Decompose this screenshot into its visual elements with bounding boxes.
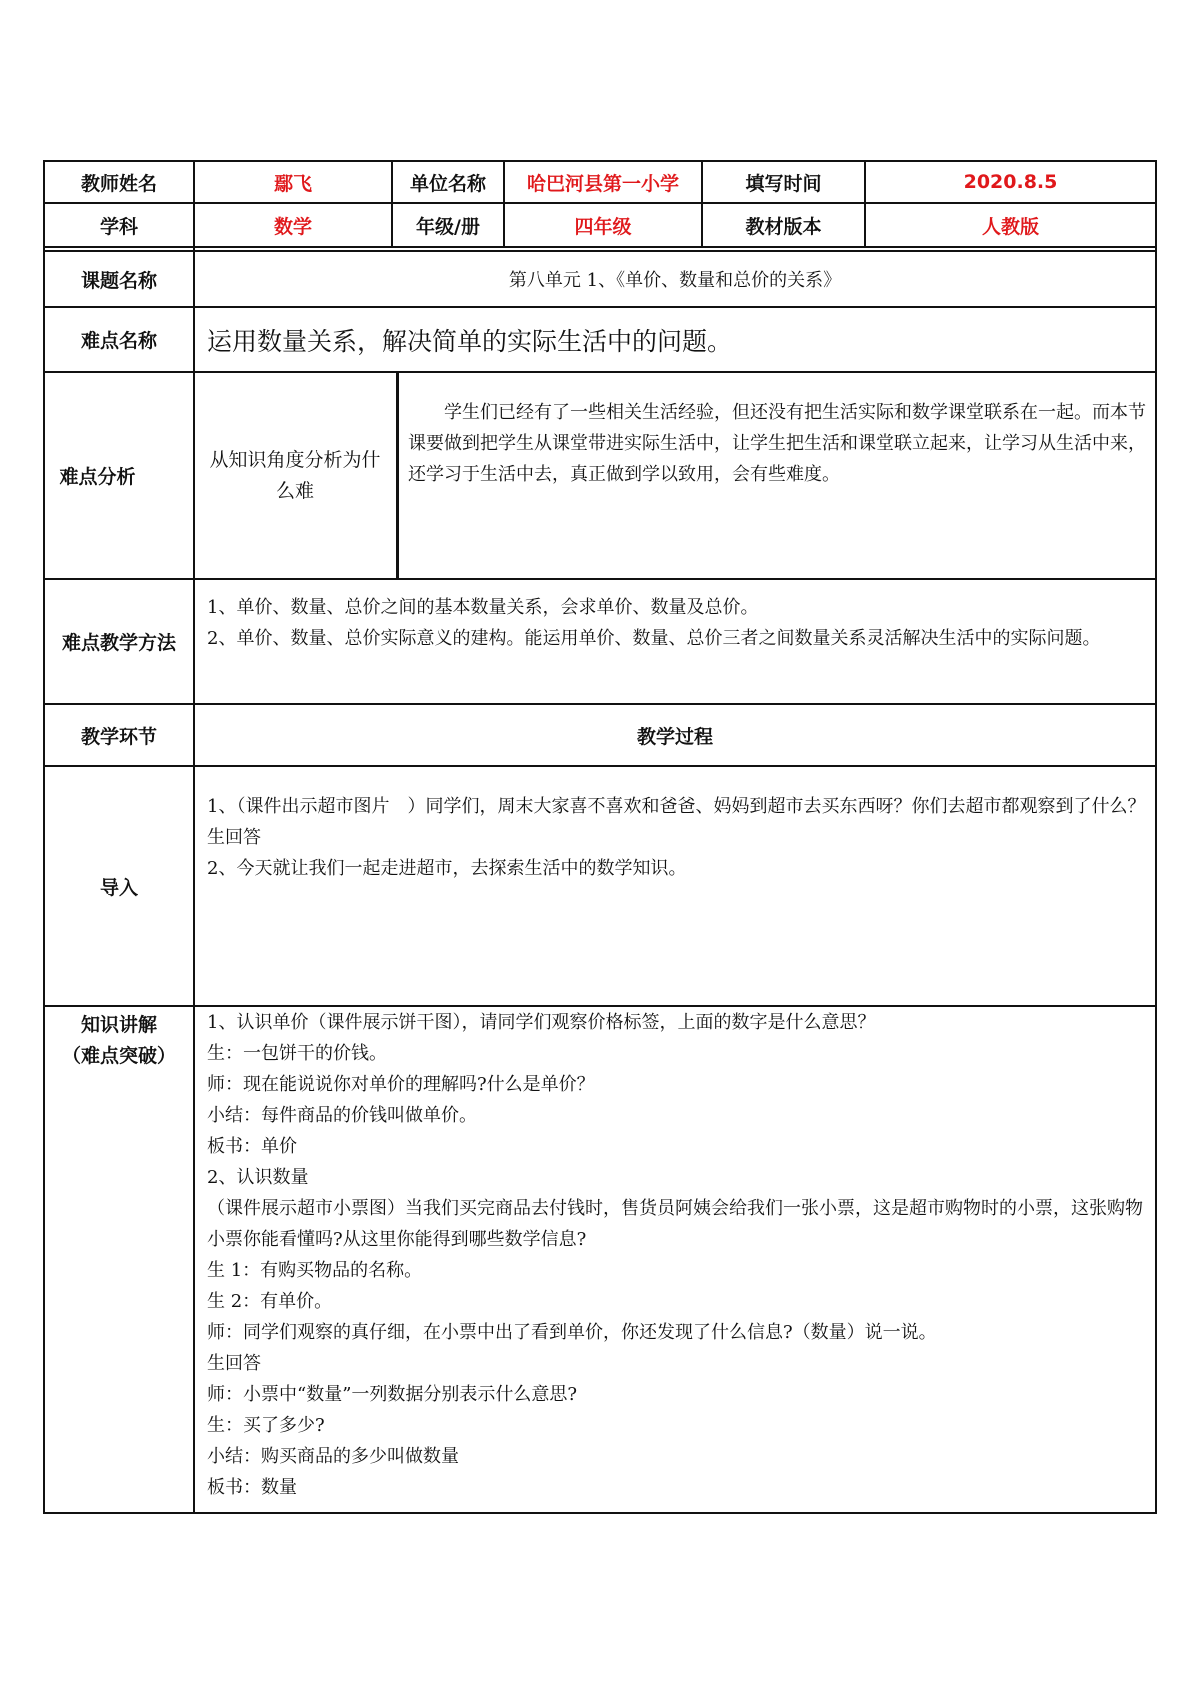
teacher-name-label: 教师姓名 <box>80 172 157 195</box>
table-border <box>396 371 399 580</box>
method-label: 难点教学方法 <box>61 632 176 654</box>
knowledge-line: 生：一包饼干的价钱。 <box>207 1043 387 1064</box>
table-border <box>1155 160 1157 1514</box>
stage-header-label: 教学环节 <box>80 725 157 748</box>
intro-line-1: 1、（课件出示超市图片 ）同学们，周末大家喜不喜欢和爸爸、妈妈到超市去买东西呀？你们去超市都观察到了什么？ <box>207 796 1146 817</box>
method-line-2: 2、单价、数量、总价实际意义的建构。能运用单价、数量、总价三者之间数量关系灵活解决生活中的实际问题。 <box>207 628 1101 649</box>
intro-label: 导入 <box>99 876 138 899</box>
knowledge-label-line-1: 知识讲解 <box>80 1014 157 1036</box>
edition-label: 教材版本 <box>745 215 822 238</box>
table-border <box>43 1512 1157 1514</box>
method-text <box>207 592 1147 654</box>
knowledge-line: 师：小票中“数量”一列数据分别表示什么意思? <box>207 1384 578 1405</box>
subject-label: 学科 <box>99 215 138 238</box>
fill-time-label: 填写时间 <box>745 172 822 195</box>
unit-name-value: 哈巴河县第一小学 <box>526 172 679 195</box>
fill-time-value: 2020.8.5 <box>963 171 1058 193</box>
method-line-1: 1、单价、数量、总价之间的基本数量关系，会求单价、数量及总价。 <box>207 597 759 618</box>
knowledge-line: 小结：购买商品的多少叫做数量 <box>207 1446 459 1467</box>
knowledge-line: 小结：每件商品的价钱叫做单价。 <box>207 1105 477 1126</box>
knowledge-line: 生 2：有单价。 <box>207 1291 333 1312</box>
knowledge-line: 生回答 <box>207 1353 261 1374</box>
table-border <box>43 246 1157 248</box>
difficulty-label: 难点名称 <box>80 330 157 352</box>
table-border <box>193 160 195 1514</box>
knowledge-label <box>45 1010 193 1072</box>
knowledge-line: 生：买了多少? <box>207 1415 325 1436</box>
analysis-text <box>408 397 1146 490</box>
intro-line-3: 2、今天就让我们一起走进超市，去探索生活中的数学知识。 <box>207 858 687 879</box>
table-border <box>43 578 1157 580</box>
grade-label: 年级/册 <box>416 215 480 238</box>
knowledge-line: 板书：单价 <box>207 1136 297 1157</box>
knowledge-line: 2、认识数量 <box>207 1167 309 1188</box>
table-border <box>43 765 1157 767</box>
intro-line-2: 生回答 <box>207 827 261 848</box>
topic-value: 第八单元 1、《单价、数量和总价的关系》 <box>508 270 842 291</box>
analysis-paragraph: 学生们已经有了一些相关生活经验，但还没有把生活实际和数学课堂联系在一起。而本节课要做到把学生从课堂带进实际生活中，让学生把生活和课堂联立起来，让学习从生活中来，还学习于生活中去，真正做到学以致用，会有些难度。 <box>408 402 1146 485</box>
teacher-name-value: 鄢飞 <box>273 172 312 195</box>
analysis-label: 难点分析 <box>59 466 136 488</box>
analysis-sublabel: 从知识角度分析为什么难 <box>209 448 381 502</box>
knowledge-line: 生 1：有购买物品的名称。 <box>207 1260 423 1281</box>
intro-text <box>207 791 1147 884</box>
edition-value: 人教版 <box>981 215 1039 238</box>
process-header-label: 教学过程 <box>636 725 713 748</box>
knowledge-line: 师：现在能说说你对单价的理解吗?什么是单价？ <box>207 1074 595 1095</box>
knowledge-line: 板书：数量 <box>207 1477 297 1498</box>
knowledge-line: 1、认识单价（课件展示饼干图），请同学们观察价格标签，上面的数字是什么意思？ <box>207 1012 876 1033</box>
knowledge-line: （课件展示超市小票图）当我们买完商品去付钱时，售货员阿姨会给我们一张小票，这是超市购物时的小票，这张购物小票你能看懂吗?从这里你能得到哪些数学信息? <box>207 1198 1143 1250</box>
difficulty-value: 运用数量关系，解决简单的实际生活中的问题。 <box>207 326 733 356</box>
grade-value: 四年级 <box>574 215 632 238</box>
subject-value: 数学 <box>273 215 312 238</box>
knowledge-label-line-2: （难点突破） <box>61 1045 176 1067</box>
knowledge-line: 师：同学们观察的真仔细，在小票中出了看到单价，你还发现了什么信息?（数量）说一说。 <box>207 1322 937 1343</box>
topic-label: 课题名称 <box>80 269 157 292</box>
knowledge-text <box>207 1007 1147 1503</box>
unit-name-label: 单位名称 <box>409 172 486 195</box>
